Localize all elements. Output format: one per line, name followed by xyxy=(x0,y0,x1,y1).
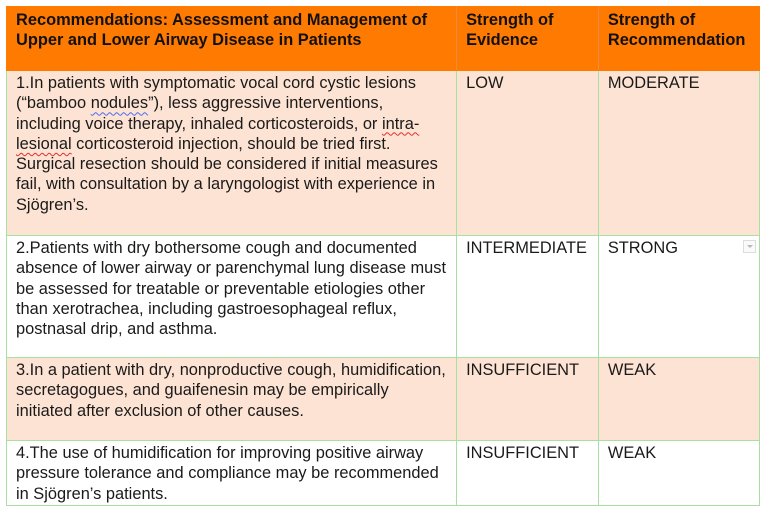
table-row xyxy=(7,71,760,236)
recommendation-text: ”), less aggressive interventions, including voice therapy, inhaled corticosteroids, or xyxy=(16,94,384,133)
header-recommendations: Recommendations: Assessment and Management of Upper and Lower Airway Disease in Patients xyxy=(7,7,457,71)
table-row xyxy=(7,441,760,506)
recommendation-cell[interactable]: 3.In a patient with dry, nonproductive cough, humidification, secretagogues, and guaifenesin may be empirically initiated after exclusion of other causes. xyxy=(7,358,457,441)
recommendation-cell[interactable] xyxy=(7,71,457,236)
evidence-cell[interactable]: INSUFFICIENT xyxy=(457,441,599,506)
evidence-cell[interactable]: LOW xyxy=(457,71,599,236)
strength-cell[interactable]: WEAK xyxy=(598,358,759,441)
table-row xyxy=(7,358,760,441)
recommendation-text: 1.In patients with symptomatic vocal cord cystic lesions (“bamboo xyxy=(16,74,416,113)
header-strength-of-evidence: Strength of Evidence xyxy=(457,7,599,71)
spellcheck-word[interactable]: intra-lesional xyxy=(16,114,420,153)
recommendations-table xyxy=(6,6,760,506)
table-row xyxy=(7,236,760,358)
evidence-cell[interactable]: INTERMEDIATE xyxy=(457,236,599,358)
strength-cell[interactable]: WEAK xyxy=(598,441,759,506)
strength-value: STRONG xyxy=(607,239,678,257)
chevron-down-icon[interactable] xyxy=(743,240,756,253)
strength-cell[interactable] xyxy=(598,236,759,358)
table-header-row xyxy=(7,7,760,71)
recommendation-cell[interactable]: 4.The use of humidification for improving positive airway pressure tolerance and compliance may be recommended in Sjögren’s patients. xyxy=(7,441,457,506)
header-strength-of-recommendation: Strength of Recommendation xyxy=(598,7,759,71)
strength-cell[interactable]: MODERATE xyxy=(598,71,759,236)
recommendation-text: corticosteroid injection, should be tried first. Surgical resection should be considered if initial measures fail, with consultation by a laryngologist with experience in Sjögren’s. xyxy=(16,134,438,214)
spellcheck-word[interactable]: nodules xyxy=(90,94,149,113)
evidence-cell[interactable]: INSUFFICIENT xyxy=(457,358,599,441)
recommendation-cell[interactable]: 2.Patients with dry bothersome cough and documented absence of lower airway or parenchymal lung disease must be assessed for treatable or preventable etiologies other than xerotrachea, including gastroesophageal reflux, postnasal drip, and asthma. xyxy=(7,236,457,358)
